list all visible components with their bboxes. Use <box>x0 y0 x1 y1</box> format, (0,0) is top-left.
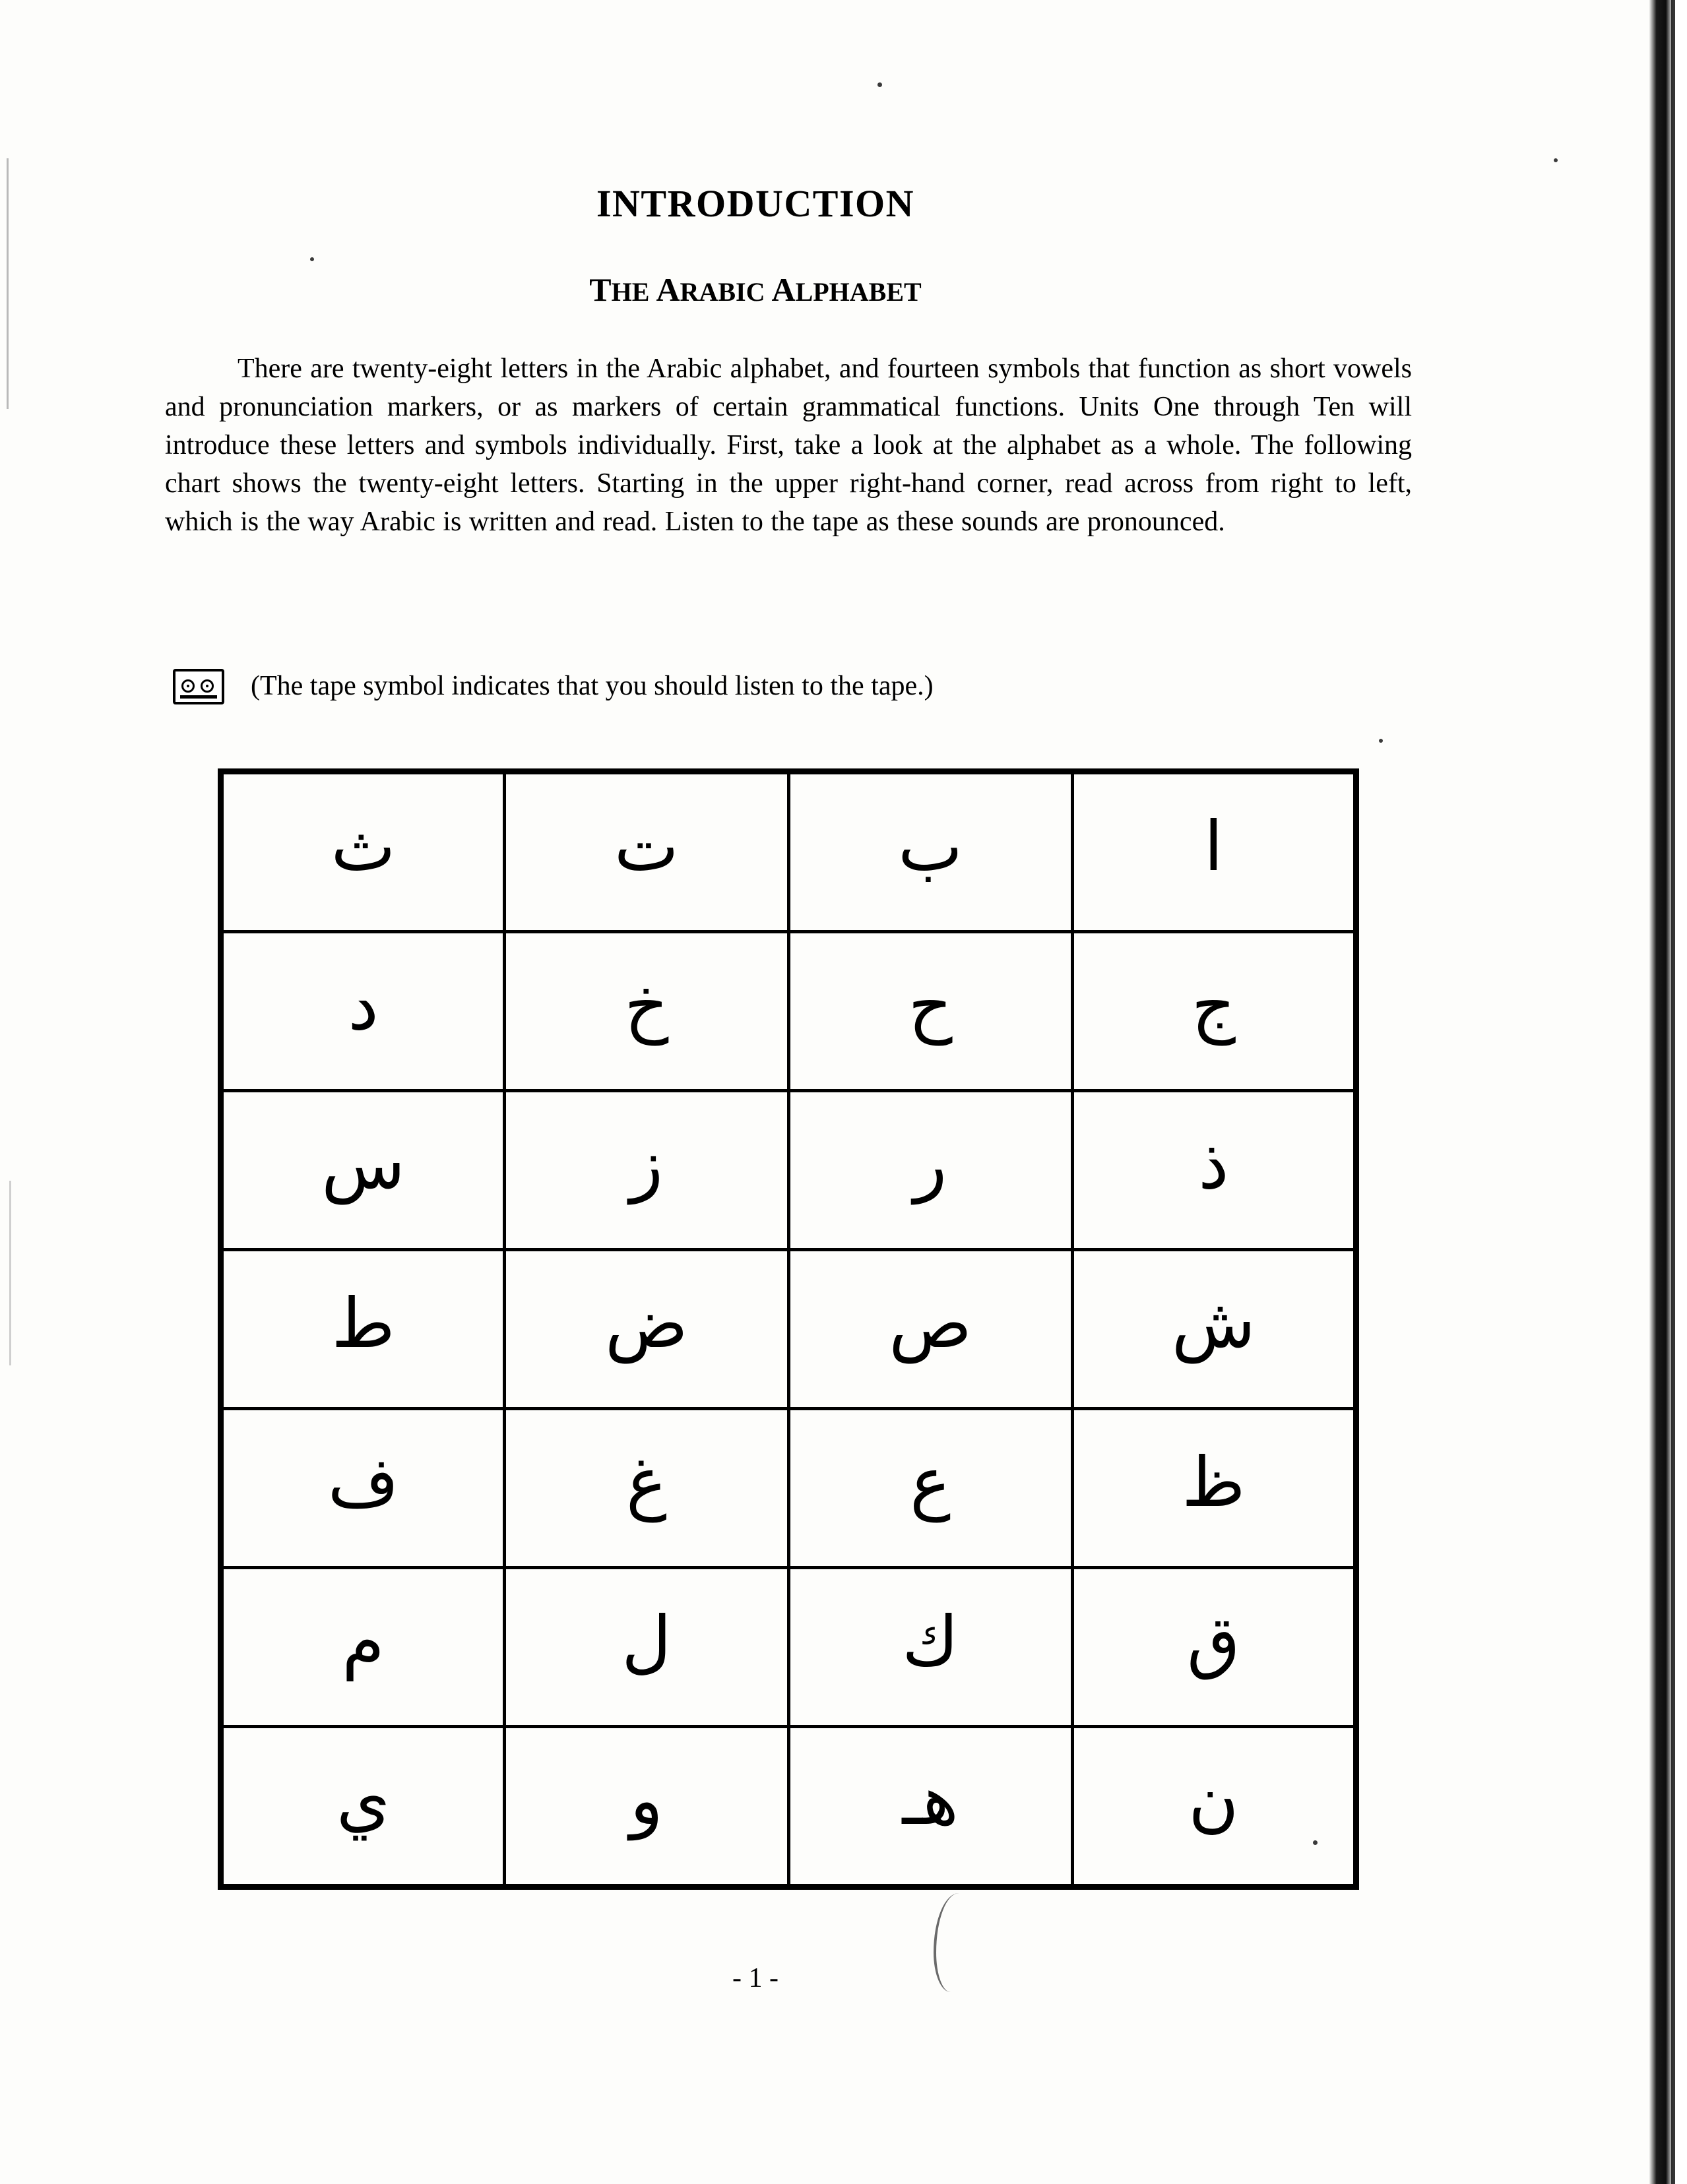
page-title: INTRODUCTION <box>596 182 915 225</box>
letter-cell: ي <box>221 1727 505 1887</box>
letter-cell: هـ <box>788 1727 1072 1887</box>
letter-cell: م <box>221 1568 505 1727</box>
letter-cell: غ <box>505 1409 788 1568</box>
letter-cell: ف <box>221 1409 505 1568</box>
tape-reel-right-icon <box>201 679 214 693</box>
alphabet-table <box>218 768 1359 1890</box>
letter-cell: ص <box>788 1250 1072 1409</box>
letter-cell: د <box>221 932 505 1091</box>
letter-cell: و <box>505 1727 788 1887</box>
section-subtitle <box>0 270 1511 309</box>
table-row <box>221 1250 1356 1409</box>
letter-cell: س <box>221 1091 505 1250</box>
tape-note-text: (The tape symbol indicates that you should listen to the tape.) <box>251 671 934 701</box>
tape-note-row <box>173 666 1426 712</box>
scan-speck <box>310 257 314 261</box>
scan-edge-right <box>1634 0 1687 2184</box>
scan-speck <box>1554 158 1558 162</box>
tape-reel-left-icon <box>181 679 195 693</box>
subtitle-part-2: HE <box>611 277 656 307</box>
letter-cell: ظ <box>1072 1409 1356 1568</box>
subtitle-part-5: A <box>771 271 796 308</box>
subtitle-part-3: A <box>656 271 680 308</box>
letter-cell: ك <box>788 1568 1072 1727</box>
letter-cell: ب <box>788 772 1072 932</box>
table-row <box>221 1727 1356 1887</box>
alphabet-chart <box>218 768 1359 1890</box>
table-row <box>221 1409 1356 1568</box>
table-row <box>221 1091 1356 1250</box>
tape-base-bar <box>180 695 217 699</box>
letter-cell: ل <box>505 1568 788 1727</box>
table-row <box>221 772 1356 932</box>
intro-paragraph: There are twenty-eight letters in the Arabic alphabet, and fourteen symbols that function as short vowels and pronunciation markers, or as markers of certain grammatical functions. Units One through Ten will introduce these letters and symbols individually. First, take a look at the alphabet as a whole. The following chart shows the twenty-eight letters. Starting in the upper right-hand corner, read across from right to left, which is the way Arabic is written and read. Listen to the tape as these sounds are pronounced. <box>165 354 1412 537</box>
cassette-tape-icon <box>173 669 224 704</box>
letter-cell: ط <box>221 1250 505 1409</box>
scan-edge-right-line <box>1671 0 1675 2184</box>
letter-cell: ت <box>505 772 788 932</box>
scan-speck <box>877 82 882 87</box>
letter-cell: ز <box>505 1091 788 1250</box>
subtitle-part-1: T <box>589 271 612 308</box>
letter-cell: ع <box>788 1409 1072 1568</box>
letter-cell: ق <box>1072 1568 1356 1727</box>
letter-cell: ح <box>788 932 1072 1091</box>
scan-speck <box>1313 1840 1318 1845</box>
letter-cell: ن <box>1072 1727 1356 1887</box>
letter-cell: ج <box>1072 932 1356 1091</box>
letter-cell: ش <box>1072 1250 1356 1409</box>
table-row <box>221 1568 1356 1727</box>
page-number: - 1 - <box>732 1963 779 1993</box>
letter-cell: ض <box>505 1250 788 1409</box>
subtitle-part-4: RABIC <box>680 277 772 307</box>
table-row <box>221 932 1356 1091</box>
subtitle-part-6: LPHABET <box>795 277 922 307</box>
letter-cell: خ <box>505 932 788 1091</box>
letter-cell: ر <box>788 1091 1072 1250</box>
letter-cell: ذ <box>1072 1091 1356 1250</box>
letter-cell: ث <box>221 772 505 932</box>
letter-cell: ا <box>1072 772 1356 932</box>
scan-speck <box>1379 739 1383 743</box>
